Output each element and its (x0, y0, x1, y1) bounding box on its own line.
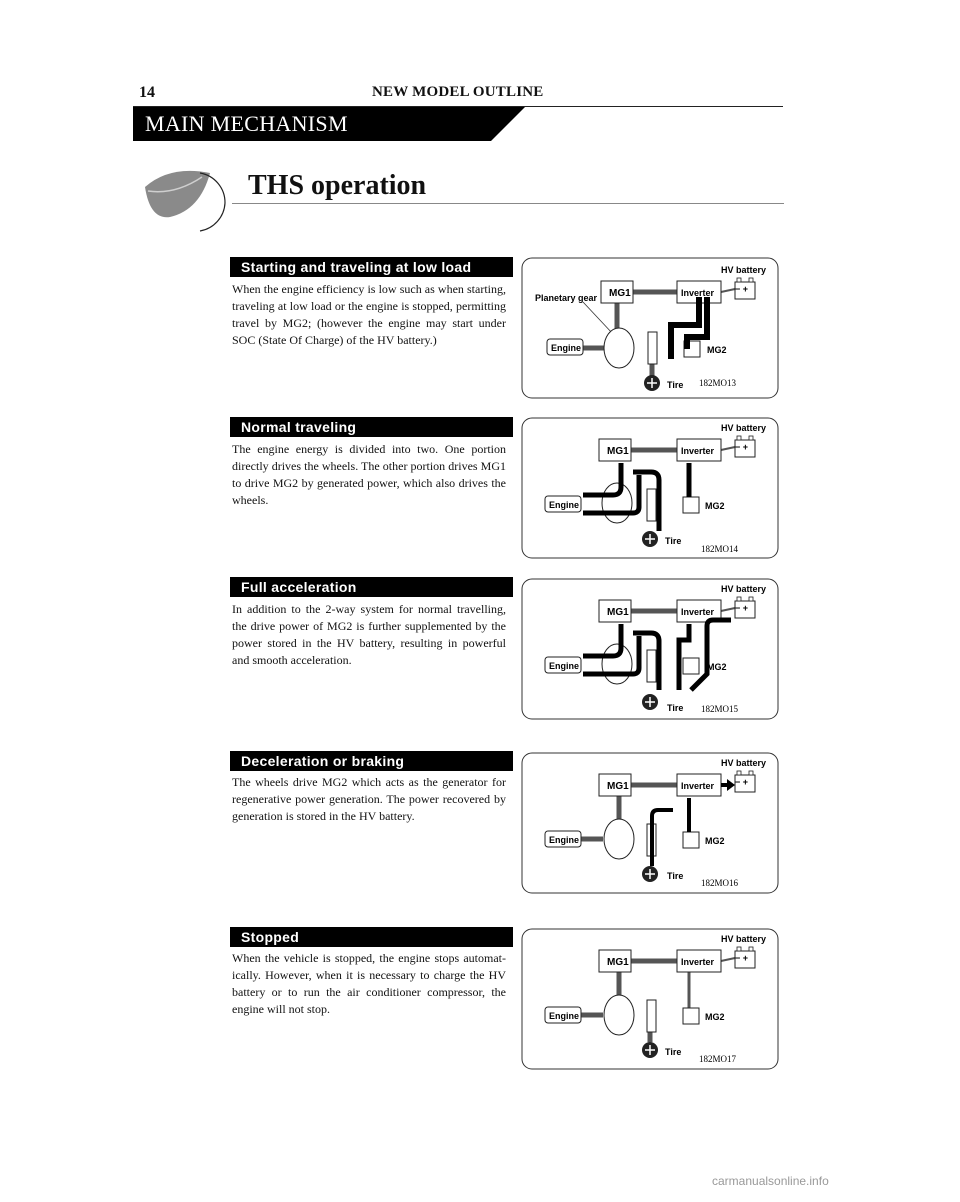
planetary-gear-label: Planetary gear (535, 293, 598, 303)
tire-label: Tire (667, 380, 684, 390)
figure-id: 182MO13 (699, 378, 737, 388)
section-rule (232, 203, 784, 204)
mode-description-deceleration: The wheels drive MG2 which acts as the generator for regenerative power generation. The power recovered by generation is stored in the HV battery. (232, 775, 506, 823)
svg-text:MG2: MG2 (707, 662, 727, 672)
svg-text:MG1: MG1 (607, 446, 629, 457)
page-header-title: NEW MODEL OUTLINE (372, 84, 544, 100)
svg-text:Engine: Engine (549, 661, 580, 671)
svg-text:Engine: Engine (549, 500, 580, 510)
svg-text:Tire: Tire (667, 871, 684, 881)
svg-text:HV battery: HV battery (721, 423, 767, 433)
svg-text:MG2: MG2 (705, 1012, 725, 1022)
svg-text:MG1: MG1 (607, 957, 629, 968)
svg-text:− +: − + (735, 603, 749, 613)
figure-id: 182MO17 (699, 1054, 737, 1064)
mode-heading-low-load: Starting and traveling at low load (230, 257, 513, 277)
svg-text:Tire: Tire (665, 1047, 682, 1057)
section-title: THS operation (248, 170, 427, 201)
svg-text:Tire: Tire (667, 703, 684, 713)
figure-id: 182MO16 (701, 878, 739, 888)
diagram-stopped (521, 928, 779, 1070)
section-banner (133, 107, 525, 141)
footer-watermark: carmanualsonline.info (712, 1174, 829, 1188)
inverter-label: Inverter (681, 288, 715, 298)
svg-text:− +: − + (735, 284, 749, 294)
hv-battery-label: HV battery (721, 265, 767, 275)
svg-text:Engine: Engine (549, 1011, 580, 1021)
svg-text:Inverter: Inverter (681, 781, 715, 791)
svg-text:MG2: MG2 (705, 836, 725, 846)
mode-heading-full-acceleration: Full acceleration (230, 577, 513, 597)
svg-text:Tire: Tire (665, 536, 682, 546)
svg-text:MG1: MG1 (607, 607, 629, 618)
svg-text:MG2: MG2 (705, 501, 725, 511)
diagram-low-load (521, 257, 779, 399)
figure-id: 182MO14 (701, 544, 739, 554)
mode-description-stopped: When the vehicle is stopped, the engine stops automat-ically. However, when it is necessary to charge the HV battery or to run the air conditioner compressor, the engine will not stop. (232, 951, 506, 1016)
leaf-icon (140, 165, 235, 240)
diagram-normal (521, 417, 779, 559)
mode-description-low-load: When the engine efficiency is low such as when starting, traveling at low load or the engine is stopped, permitting travel by MG2; (however the engine may start under SOC (State Of Charge) of the HV battery.) (232, 282, 506, 347)
page-number: 14 (139, 84, 155, 101)
banner-title: MAIN MECHANISM (145, 111, 348, 136)
svg-text:Inverter: Inverter (681, 957, 715, 967)
diagram-deceleration (521, 752, 779, 894)
mg2-label: MG2 (707, 345, 727, 355)
mode-description-normal: The engine energy is divided into two. One portion directly drives the wheels. The other portion drives MG1 to drive MG2 by generated power, which also drives the wheels. (232, 442, 506, 507)
diagram-full-acceleration (521, 578, 779, 720)
mode-description-full-acceleration: In addition to the 2-way system for normal travelling, the drive power of MG2 is further supplemented by the power stored in the HV battery, resulting in powerful and smooth acceleration. (232, 602, 506, 667)
svg-text:− +: − + (735, 953, 749, 963)
svg-text:HV battery: HV battery (721, 934, 767, 944)
figure-id: 182MO15 (701, 704, 739, 714)
svg-text:MG1: MG1 (607, 781, 629, 792)
mode-heading-deceleration: Deceleration or braking (230, 751, 513, 771)
svg-text:Engine: Engine (549, 835, 580, 845)
mg1-label: MG1 (609, 288, 631, 299)
svg-text:HV battery: HV battery (721, 758, 767, 768)
engine-label: Engine (551, 343, 582, 353)
mode-heading-stopped: Stopped (230, 927, 513, 947)
svg-text:− +: − + (735, 777, 749, 787)
svg-text:Inverter: Inverter (681, 607, 715, 617)
svg-text:Inverter: Inverter (681, 446, 715, 456)
svg-text:HV battery: HV battery (721, 584, 767, 594)
svg-text:− +: − + (735, 442, 749, 452)
mode-heading-normal: Normal traveling (230, 417, 513, 437)
